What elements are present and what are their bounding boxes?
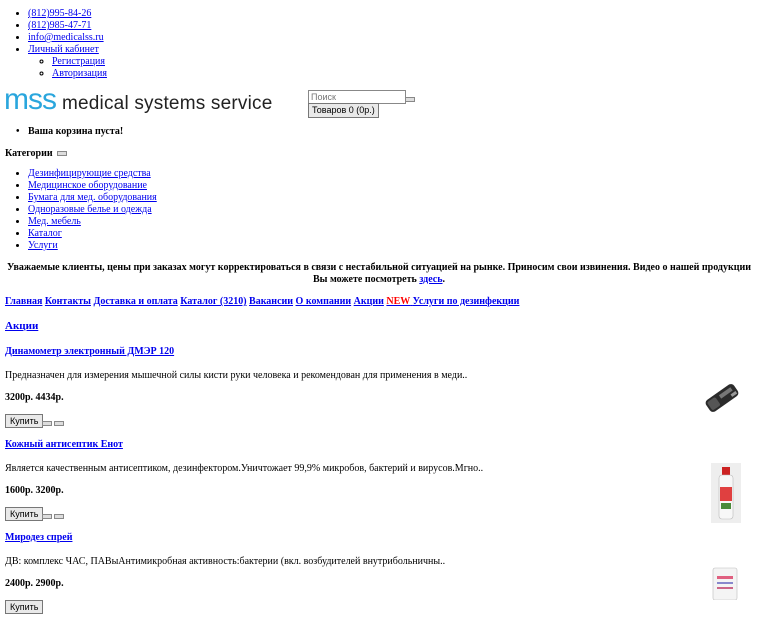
category-paper[interactable]: Бумага для мед. оборудования — [28, 192, 157, 203]
spray-canister-image[interactable] — [709, 566, 741, 600]
contact-item — [28, 20, 107, 32]
category-item — [28, 216, 157, 228]
category-item — [28, 168, 157, 180]
buy-button[interactable]: Купить — [5, 414, 43, 428]
category-catalog[interactable]: Каталог — [28, 228, 62, 239]
nav-home[interactable]: Главная — [5, 296, 43, 307]
nav-promos[interactable]: Акции — [353, 296, 384, 307]
video-link[interactable]: здесь — [419, 274, 443, 285]
product-description: Предназначен для измерения мышечной силы кисти руки человека и рекомендован для применения в меди.. — [5, 370, 468, 381]
product-title[interactable]: Миродез спрей — [5, 532, 73, 543]
product-title[interactable]: Динамометр электронный ДМЭР 120 — [5, 346, 175, 357]
phone-link-1[interactable]: (812)995-84-26 — [28, 8, 92, 19]
logo-short: mss — [4, 83, 56, 116]
buy-button[interactable]: Купить — [5, 507, 43, 521]
category-item — [28, 180, 157, 192]
nav-contacts[interactable]: Контакты — [44, 296, 91, 307]
compare-button[interactable] — [54, 421, 64, 426]
product-title[interactable]: Кожный антисептик Енот — [5, 439, 123, 450]
contact-item — [28, 8, 107, 20]
category-item — [28, 204, 157, 216]
nav-jobs[interactable]: Вакансии — [249, 296, 294, 307]
compare-button[interactable] — [54, 514, 64, 519]
search-button[interactable] — [405, 97, 415, 102]
category-list — [12, 168, 157, 252]
email-link[interactable]: info@medicalss.ru — [28, 32, 104, 43]
wishlist-button[interactable] — [42, 514, 52, 519]
product-price: 3200р. 4434р. — [5, 392, 64, 403]
contact-list — [12, 8, 107, 80]
cart-button[interactable]: Товаров 0 (0р.) — [308, 103, 379, 118]
login-link[interactable]: Авторизация — [52, 68, 107, 79]
new-badge: NEW — [386, 296, 411, 307]
phone-link-2[interactable]: (812)985-47-71 — [28, 20, 92, 31]
category-item — [28, 228, 157, 240]
buy-button[interactable]: Купить — [5, 600, 43, 614]
site-logo[interactable] — [4, 83, 273, 116]
price-notice — [4, 262, 754, 286]
nav-disinfection[interactable] — [386, 296, 519, 307]
categories-toggle-button[interactable] — [57, 151, 67, 156]
cart-status: • Ваша корзина пуста! — [28, 126, 123, 137]
category-medical-equipment[interactable]: Медицинское оборудование — [28, 180, 147, 191]
notice-end: . — [442, 274, 445, 285]
categories-heading — [5, 148, 67, 159]
logo-full: medical systems service — [62, 93, 273, 114]
wishlist-button[interactable] — [42, 421, 52, 426]
product-description: Является качественным антисептиком, дезинфектором.Уничтожает 99,9% микробов, бактерий и вирусов.Мгно.. — [5, 463, 484, 474]
product-card — [5, 532, 753, 622]
promos-section-title[interactable]: Акции — [5, 320, 39, 332]
category-services[interactable]: Услуги — [28, 240, 58, 251]
category-item — [28, 240, 157, 252]
contact-item — [28, 44, 107, 80]
account-submenu-item — [52, 68, 107, 80]
register-link[interactable]: Регистрация — [52, 56, 105, 67]
account-link[interactable]: Личный кабинет — [28, 44, 99, 55]
product-price: 1600р. 3200р. — [5, 485, 64, 496]
nav-about[interactable]: О компании — [295, 296, 352, 307]
nav-delivery[interactable]: Доставка и оплата — [93, 296, 178, 307]
main-nav — [5, 296, 519, 307]
contact-item — [28, 32, 107, 44]
categories-label: Категории — [5, 148, 53, 159]
dynamometer-image[interactable] — [701, 378, 743, 418]
account-submenu — [28, 56, 107, 80]
category-disinfectants[interactable]: Дезинфицирующие средства — [28, 168, 151, 179]
nav-disinfection-label: Услуги по дезинфекции — [412, 296, 520, 307]
product-card — [5, 346, 753, 436]
category-furniture[interactable]: Мед. мебель — [28, 216, 81, 227]
notice-text: Уважаемые клиенты, цены при заказах могут корректироваться в связи с нестабильной ситуацией на рынке. Приносим свои извинения. Видео о нашей продукции Вы можете посмотреть — [6, 262, 752, 285]
product-price: 2400р. 2900р. — [5, 578, 64, 589]
search-input[interactable] — [308, 90, 406, 104]
category-item — [28, 192, 157, 204]
category-disposable[interactable]: Одноразовые белье и одежда — [28, 204, 152, 215]
antiseptic-bottle-image[interactable] — [711, 463, 741, 523]
product-card — [5, 439, 753, 529]
nav-catalog[interactable]: Каталог (3210) — [180, 296, 247, 307]
account-submenu-item — [52, 56, 107, 68]
product-description: ДВ: комплекс ЧАС, ПАВыАнтимикробная активность:бактерии (вкл. возбудителей внутрибольничны.. — [5, 556, 446, 567]
